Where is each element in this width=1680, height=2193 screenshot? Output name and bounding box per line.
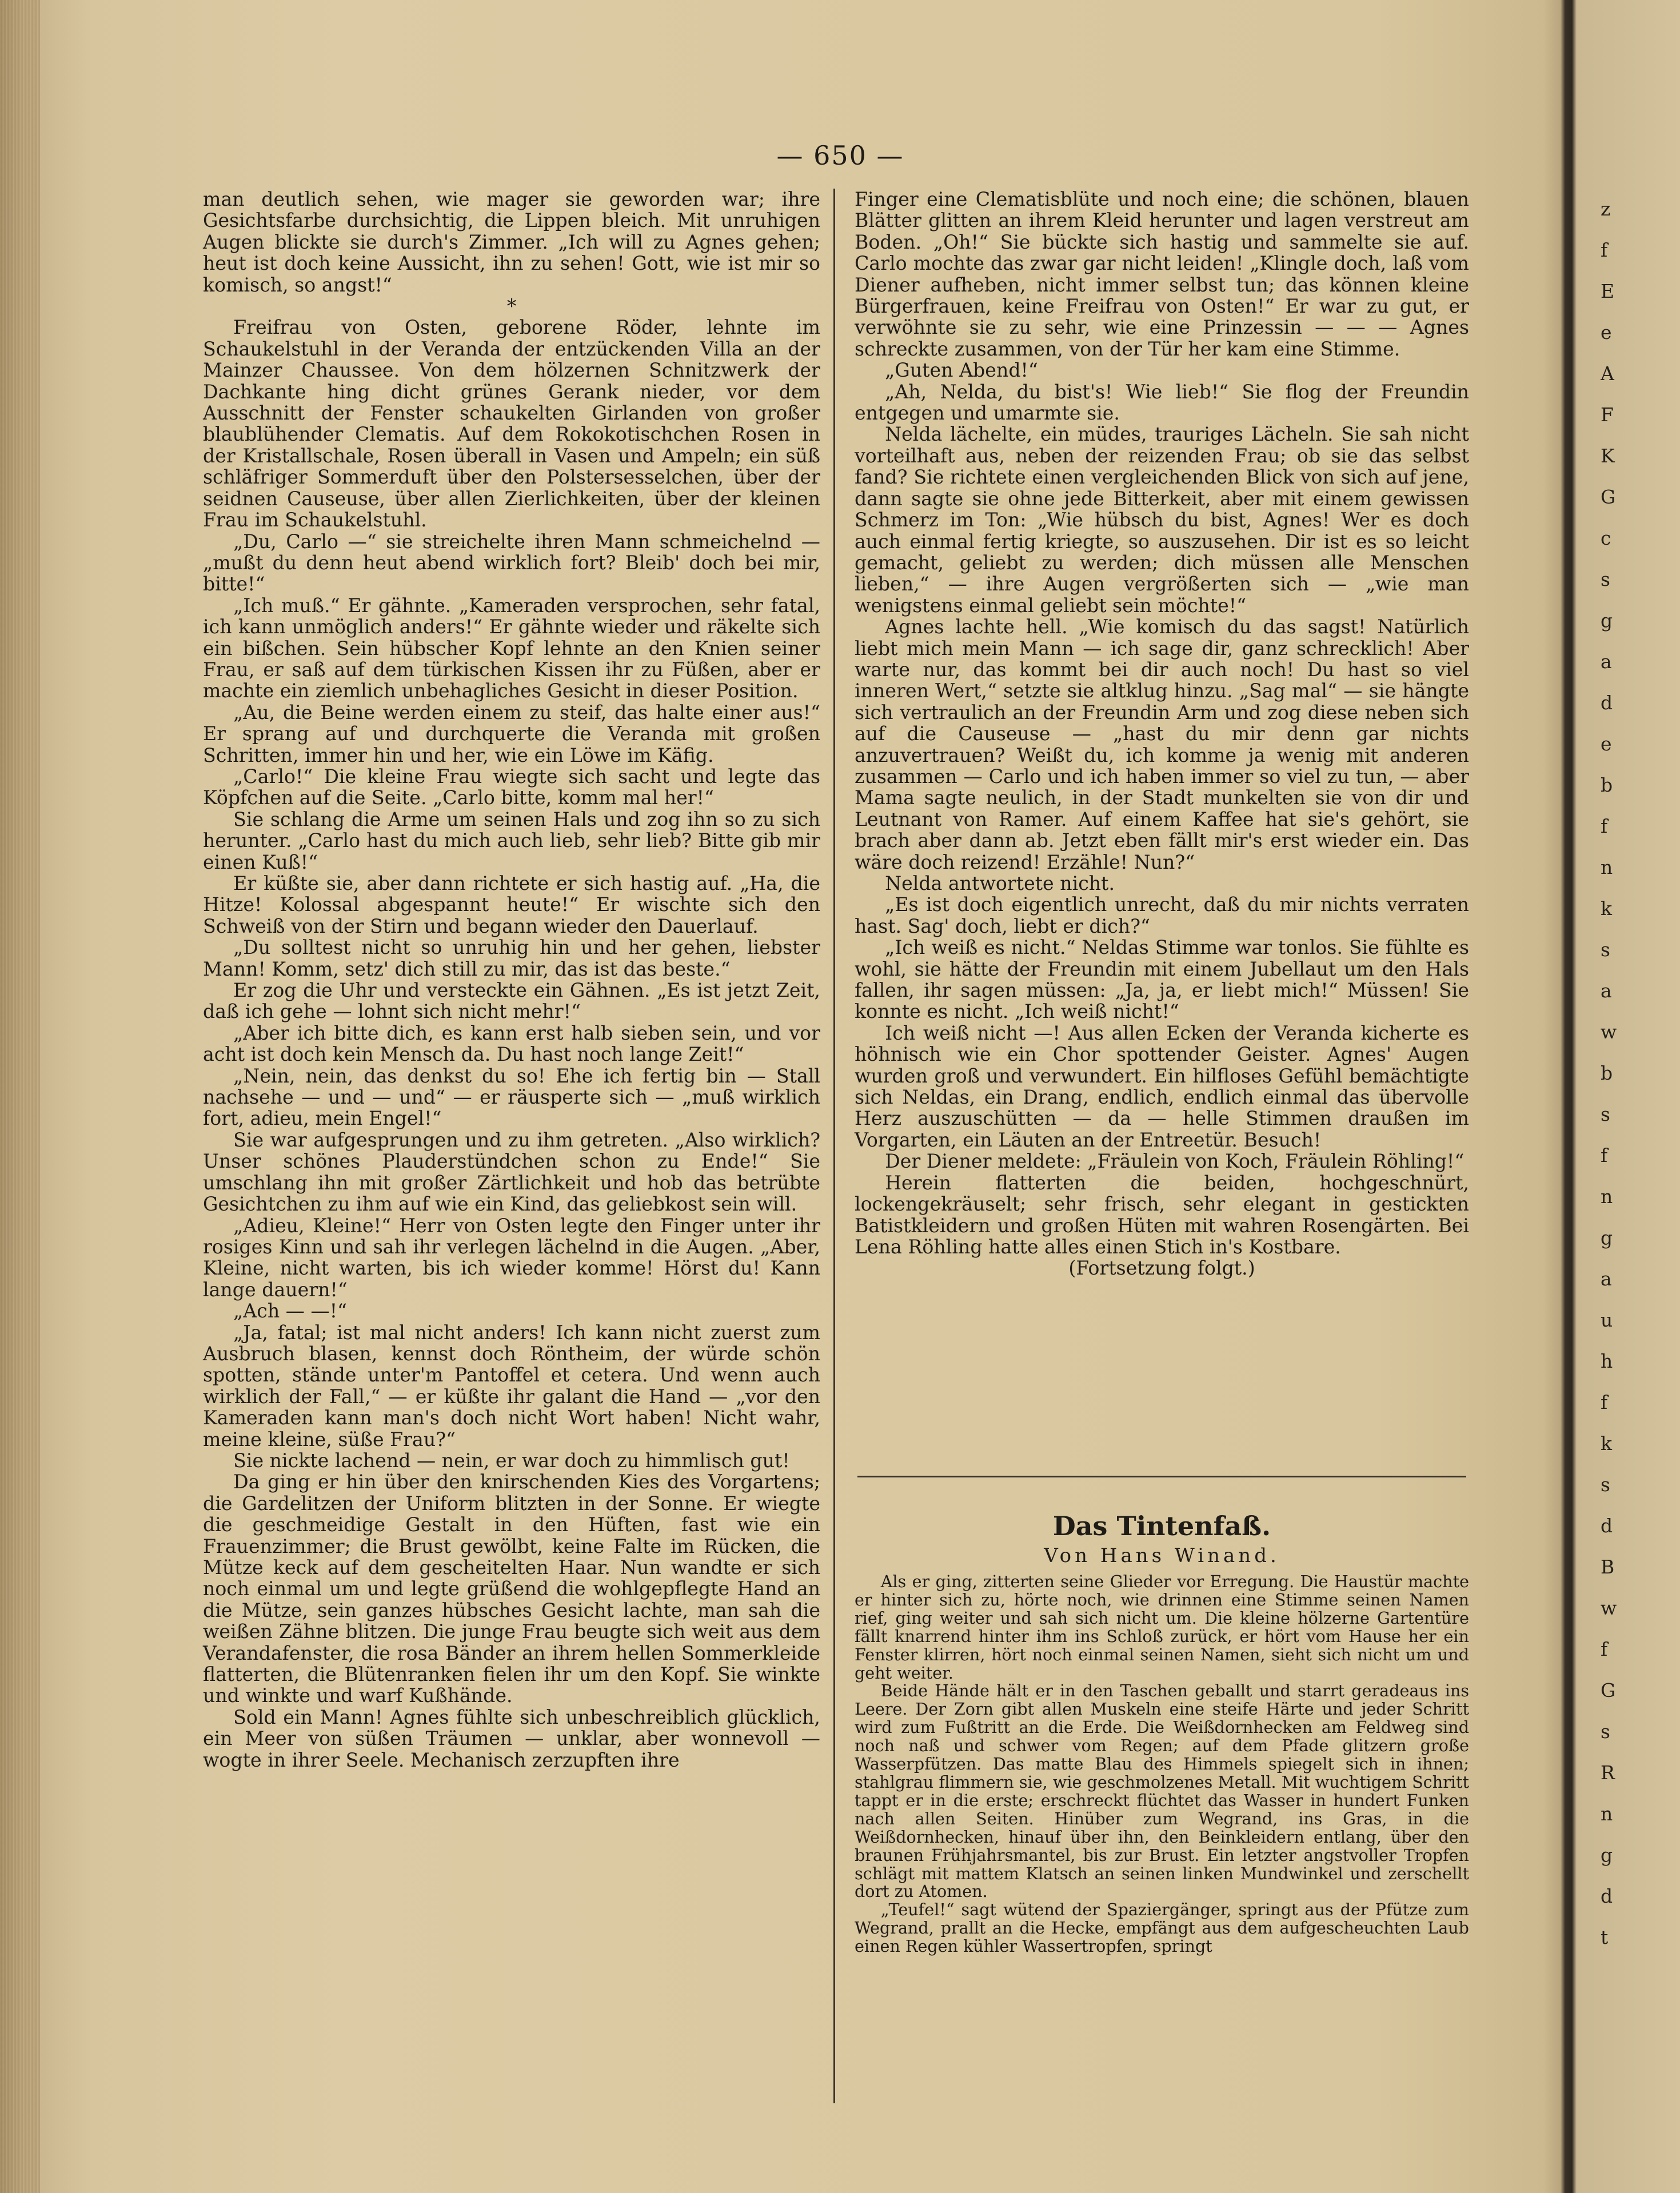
fragment: s [1601, 1103, 1610, 1125]
paragraph: „Au, die Beine werden einem zu steif, das halte einer aus!“ Er sprang auf und durchquerte die Veranda mit großen Schritten, immer hin und her, wie ein Löwe im Käfig. [203, 701, 820, 766]
fragment: t [1601, 1926, 1609, 1948]
paragraph: „Ich muß.“ Er gähnte. „Kameraden versprochen, sehr fatal, ich kann unmöglich anders!“ Er gähnte wieder und räkelte sich ein bißchen. Sein hübscher Kopf lehnte an den Knien seiner Frau, er saß auf dem türkischen Kissen ihr zu Füßen, aber er machte ein ziemlich unbehagliches Gesicht in dieser Position. [203, 594, 820, 702]
paragraph: Finger eine Clematisblüte und noch eine; die schönen, blauen Blätter glitten an ihrem Kleid herunter und lagen verstreut am Boden. „Oh!“ Sie bückte sich hastig und sammelte sie auf. Carlo mochte das zwar gar nicht leiden! „Klingle doch, laß vom Diener aufheben, nicht immer selbst tun; das können kleine Bürgerfrauen, keine Freifrau von Osten!“ Er war zu gut, er verwöhnte sie zu sehr, wie eine Prinzessin — — — Agnes schreckte zusammen, von der Tür her kam eine Stimme. [855, 188, 1469, 360]
fragment: s [1601, 1720, 1610, 1743]
paragraph: „Aber ich bitte dich, es kann erst halb sieben sein, und vor acht ist doch kein Mensch da. Du hast noch lange Zeit!“ [203, 1021, 820, 1066]
story-author: Von Hans Winand. [1044, 1544, 1280, 1567]
fragment: G [1601, 1679, 1616, 1701]
fragment: z [1601, 198, 1611, 220]
fragment: d [1601, 692, 1613, 714]
fragment: g [1601, 1227, 1613, 1249]
fragment: d [1601, 1515, 1613, 1537]
fragment: b [1601, 774, 1613, 796]
paragraph: Der Diener meldete: „Fräulein von Koch, Fräulein Röhling!“ [885, 1150, 1464, 1173]
fragment: R [1601, 1761, 1615, 1784]
paragraph: „Ja, fatal; ist mal nicht anders! Ich kann nicht zuerst zum Ausbruch blasen, kennst doch Röntheim, der würde schön spotten, stände unter'm Pantoffel et cetera. Und wenn auch wirklich der Fall,“ — er küßte ihr galant die Hand — „vor den Kameraden kann man's doch nicht Wort haben! Nicht wahr, meine kleine, süße Frau?“ [203, 1321, 820, 1451]
paragraph: „Ah, Nelda, du bist's! Wie lieb!“ Sie flog der Freundin entgegen und umarmte sie. [855, 380, 1469, 425]
fragment: g [1601, 1844, 1613, 1866]
fragment: u [1601, 1309, 1613, 1331]
story-title: Das Tintenfaß. [1052, 1511, 1271, 1541]
fragment: d [1601, 1885, 1613, 1907]
paragraph: Er küßte sie, aber dann richtete er sich hastig auf. „Ha, die Hitze! Kolossal abgespannt heute!“ Er wischte sich den Schweiß von der Stirn und begann wieder den Dauerlauf. [203, 872, 820, 937]
story-section [855, 1509, 1469, 1956]
paragraph: Sold ein Mann! Agnes fühlte sich unbeschreiblich glücklich, ein Meer von süßen Träumen — unklar, aber wonnevoll — wogte in ihrer Seele. Mechanisch zerzupften ihre [203, 1705, 820, 1771]
fragment: b [1601, 1062, 1613, 1084]
fragment: s [1601, 568, 1610, 590]
page-number: — 650 — [776, 140, 904, 171]
fragment: E [1601, 280, 1615, 302]
fragment: w [1601, 1597, 1617, 1619]
adjacent-page-edge [1601, 189, 1680, 2103]
paragraph: „Du solltest nicht so unruhig hin und her gehen, liebster Mann! Komm, setz' dich still zu mir, das ist das beste.“ [203, 936, 820, 980]
fragment: n [1601, 1803, 1613, 1825]
fragment: e [1601, 321, 1612, 343]
fragment: w [1601, 1021, 1617, 1043]
section-rule [857, 1476, 1466, 1477]
fragment: f [1601, 1638, 1608, 1660]
fragment: a [1601, 980, 1612, 1002]
paragraph: Sie nickte lachend — nein, er war doch zu himmlisch gut! [233, 1449, 790, 1472]
fragment: s [1601, 938, 1610, 961]
section-separator: * [506, 295, 517, 318]
right-text-column [855, 189, 1469, 1279]
paragraph: „Carlo!“ Die kleine Frau wiegte sich sacht und legte das Köpfchen auf die Seite. „Carlo bitte, komm mal her!“ [203, 765, 820, 809]
paragraph: Beide Hände hält er in den Taschen geballt und starrt geradeaus ins Leere. Der Zorn gibt allen Muskeln eine steife Härte und jeder Schritt wird zum Fußtritt an die Erde. Die Weißdornhecken am Feldweg sind noch naß und schwer vom Regen; auf dem Pfade glitzern große Wasserpfützen. Das matte Blau des Himmels spiegelt sich in ihnen; stahlgrau flimmern sie, wie geschmolzenes Metall. Mit wuchtigem Schritt tappt er in die erste; erschreckt flüchtet das Wasser in hundert Funken nach allen Seiten. Hinüber zum Wegrand, ins Gras, in die Weißdornhecken, hinauf über ihn, den Beinkleidern entlang, über den braunen Frühjahrsmantel, bis zur Brust. Ein letzter angstvoller Tropfen schlägt mit mattem Klatsch an seinen linken Mundwinkel und zerschellt dort zu Atomen. [855, 1681, 1469, 1902]
paragraph: Agnes lachte hell. „Wie komisch du das sagst! Natürlich liebt mich mein Mann — ich sage dir, ganz schrecklich! Aber warte nur, das kommt bei dir auch noch! Du hast so viel inneren Wert,“ setzte sie altklug hinzu. „Sag mal“ — sie hängte sich vertraulich an der Freundin Arm und zog diese neben sich auf die Causeuse — „hast du mir denn gar nichts anzuvertrauen? Weißt du, ich komme ja wenig mit anderen zusammen — Carlo und ich haben immer so viel zu tun, — aber Mama sagte neulich, in der Stadt munkelten sie von dir und Leutnant von Ramer. Auf einem Kaffee hat sie's gehört, sie brach aber dann ab. Jetzt eben fällt mir's erst wieder ein. Das wäre doch reizend! Erzähle! Nun?“ [855, 616, 1469, 873]
fragment: a [1601, 1268, 1612, 1290]
paragraph: Nelda lächelte, ein müdes, trauriges Lächeln. Sie sah nicht vorteilhaft aus, neben der reizenden Frau; ob sie das selbst fand? Sie richtete einen vergleichenden Blick von sich auf jene, dann sagte sie ohne jede Bitterkeit, aber mit einem gewissen Schmerz im Ton: „Wie hübsch du bist, Agnes! Wer es doch auch einmal fertig kriegte, so auszusehen. Dir ist es so leicht gemacht, geliebt zu werden; dich müssen alle Menschen lieben,“ — ihre Augen vergrößerten sich — „wie man wenigstens einmal geliebt sein möchte!“ [855, 423, 1469, 617]
left-text-column [203, 189, 820, 1771]
paragraph: „Ich weiß es nicht.“ Neldas Stimme war tonlos. Sie fühlte es wohl, sie hätte der Freundin mit einem Jubellaut um den Hals fallen, ihr sagen müssen: „Ja, ja, er liebt mich!“ Müssen! Sie konnte es nicht. „Ich weiß nicht!“ [855, 936, 1469, 1023]
story-text [855, 1573, 1469, 1956]
fragment: g [1601, 609, 1613, 632]
paragraph: Sie schlang die Arme um seinen Hals und zog ihn so zu sich herunter. „Carlo hast du mich auch lieb, sehr lieb? Bitte gib mir einen Kuß!“ [203, 808, 820, 873]
paragraph: Freifrau von Osten, geborene Röder, lehnte im Schaukelstuhl in der Veranda der entzückenden Villa an der Mainzer Chaussee. Von dem hölzernen Schnitzwerk der Dachkante hing dicht grünes Gerank nieder, vor dem Ausschnitt der Fenster schaukelten Girlanden von großer blaublühender Clematis. Auf dem Rokokotischchen Rosen in der Kristallschale, Rosen überall in Vasen und Ampeln; ein süß schläfriger Sommerduft über den Polstersesselchen, über der seidnen Causeuse, über allen Zierlichkeiten, über der kleinen Frau im Schaukelstuhl. [203, 316, 820, 532]
fragment: s [1601, 1473, 1610, 1496]
page-stack-edge [0, 0, 40, 2193]
paragraph: „Nein, nein, das denkst du so! Ehe ich fertig bin — Stall nachsehe — und — und“ — er räusperte sich — „muß wirklich fort, adieu, mein Engel!“ [203, 1064, 820, 1130]
fragment: n [1601, 856, 1613, 878]
column-divider [833, 189, 835, 2103]
fragment: a [1601, 650, 1612, 673]
paragraph: Nelda antwortete nicht. [885, 872, 1115, 894]
fragment: n [1601, 1185, 1613, 1208]
paragraph: „Es ist doch eigentlich unrecht, daß du mir nichts verraten hast. Sag' doch, liebt er dich?“ [855, 893, 1469, 937]
paragraph: Er zog die Uhr und versteckte ein Gähnen. „Es ist jetzt Zeit, daß ich gehe — lohnt sich nicht mehr!“ [203, 979, 820, 1023]
paragraph: Da ging er hin über den knirschenden Kies des Vorgartens; die Gardelitzen der Uniform blitzten in der Sonne. Er wiegte die geschmeidige Gestalt in den Hüften, fast wie ein Frauenzimmer; die Brust gewölbt, keine Falte im Rücken, die Mütze keck auf dem gescheitelten Haar. Nun wandte er sich noch einmal um und legte grüßend die wohlgepflegte Hand an die Mütze, sein ganzes hübsches Gesicht lachte, man sah die weißen Zähne blitzen. Die junge Frau beugte sich weit aus dem Verandafenster, die rosa Bänder an ihrem hellen Sommerkleide flatterten, die Blütenranken fielen ihr um den Kopf. Sie winkte und winkte und warf Kußhände. [203, 1471, 820, 1707]
fragment: A [1601, 362, 1614, 385]
paragraph: man deutlich sehen, wie mager sie geworden war; ihre Gesichtsfarbe durchsichtig, die Lippen bleich. Mit unruhigen Augen blickte sie durch's Zimmer. „Ich will zu Agnes gehen; heut ist doch keine Aussicht, ihn zu sehen! Gott, wie ist mir so komisch, so angst!“ [203, 188, 820, 296]
fragment: F [1601, 404, 1614, 426]
fragment: K [1601, 445, 1615, 467]
paragraph: Ich weiß nicht —! Aus allen Ecken der Veranda kicherte es höhnisch wie ein Chor spottender Geister. Agnes' Augen wurden groß und verwundert. Ein hilfloses Gefühl bemächtigte sich Neldas, ein Drang, endlich, endlich einmal das übervolle Herz auszuschütten — da — helle Stimmen draußen im Vorgarten, ein Läuten an der Entreetür. Besuch! [855, 1021, 1469, 1151]
fragment: h [1601, 1350, 1613, 1372]
paragraph: „Teufel!“ sagt wütend der Spaziergänger, springt aus der Pfütze zum Wegrand, prallt an die Hecke, empfängt aus dem aufgescheuchten Laub einen Regen kühler Wassertropfen, springt [855, 1900, 1469, 1956]
fragment: k [1601, 1432, 1612, 1455]
fragment: k [1601, 897, 1612, 920]
fragment: f [1601, 1391, 1608, 1413]
paragraph: „Du, Carlo —“ sie streichelte ihren Mann schmeichelnd — „mußt du denn heut abend wirklich fort? Bleib' doch bei mir, bitte!“ [203, 530, 820, 596]
fragment: f [1601, 239, 1608, 261]
fragment: B [1601, 1556, 1615, 1578]
fragment: f [1601, 1144, 1608, 1167]
paragraph: „Guten Abend!“ [885, 359, 1038, 382]
paragraph: Sie war aufgesprungen und zu ihm getreten. „Also wirklich? Unser schönes Plauderstündchen schon zu Ende!“ Sie umschlang ihn mit großer Zärtlichkeit und hob das betrübte Gesichtchen zu ihm auf wie ein Kind, das geliebkost sein will. [203, 1128, 820, 1216]
fragment: f [1601, 815, 1608, 837]
paragraph: Als er ging, zitterten seine Glieder vor Erregung. Die Haustür machte er hinter sich zu, hörte noch, wie drinnen eine Stimme seinen Namen rief, ging weiter und sah sich nicht um. Die kleine hölzerne Gartentüre fällt knarrend hinter ihm ins Schloß zurück, er hört vom Hause her ein Fenster klirren, hört noch einmal seinen Namen, sieht sich nicht um und geht weiter. [855, 1572, 1469, 1683]
continuation-note: (Fortsetzung folgt.) [1068, 1257, 1255, 1280]
paragraph: „Ach — —!“ [233, 1300, 348, 1323]
paragraph: „Adieu, Kleine!“ Herr von Osten legte den Finger unter ihr rosiges Kinn und sah ihr verlegen lächelnd in die Augen. „Aber, Kleine, nicht warten, bis ich wieder komme! Hörst du! Kann lange dauern!“ [203, 1214, 820, 1301]
fragment: e [1601, 733, 1612, 755]
paragraph: Herein flatterten die beiden, hochgeschnürt, lockengekräuselt; sehr frisch, sehr elegant in gestickten Batistkleidern und großen Hüten mit wahren Rosengärten. Bei Lena Röhling hatte alles einen Stich in's Kostbare. [855, 1171, 1469, 1258]
fragment: G [1601, 486, 1616, 508]
fragment: c [1601, 527, 1611, 549]
